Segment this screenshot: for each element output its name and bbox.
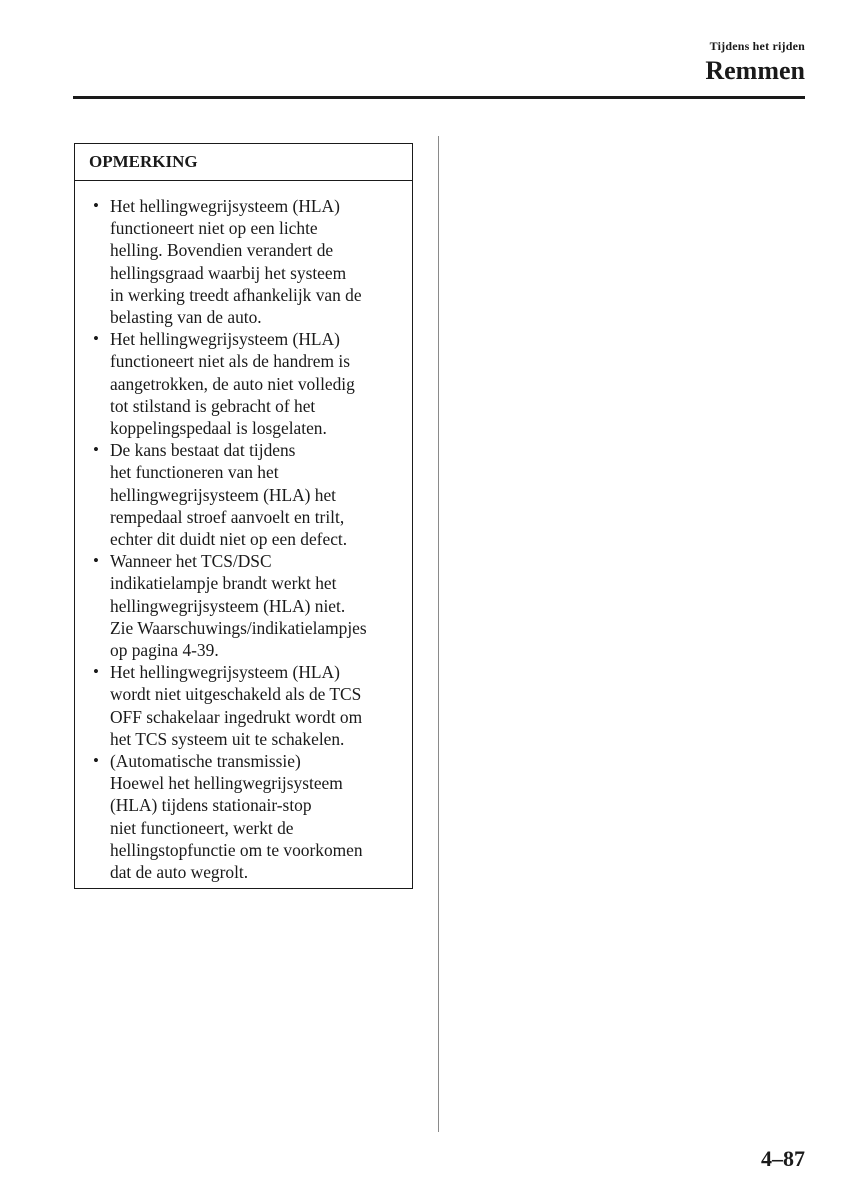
note-item <box>89 328 402 439</box>
note-item <box>89 750 402 883</box>
note-line: dat de auto wegrolt. <box>110 862 249 883</box>
note-box <box>74 143 413 889</box>
note-line: helling. Bovendien verandert de <box>110 240 334 261</box>
note-line: hellingwegrijsysteem (HLA) het <box>110 484 337 505</box>
note-line: belasting van de auto. <box>110 307 262 328</box>
note-line: tot stilstand is gebracht of het <box>110 395 316 416</box>
note-line: het TCS systeem uit te schakelen. <box>110 728 345 749</box>
note-item <box>89 661 402 750</box>
note-title: OPMERKING <box>75 144 412 181</box>
note-line: rempedaal stroef aanvoelt en trilt, <box>110 506 345 527</box>
note-line: Het hellingwegrijsysteem (HLA) <box>110 662 340 683</box>
page-header <box>705 38 805 86</box>
note-line: (Automatische transmissie) <box>110 751 301 772</box>
bullet-icon: • <box>93 662 99 682</box>
note-line: De kans bestaat dat tijdens <box>110 440 296 461</box>
note-item <box>89 550 402 661</box>
bullet-icon: • <box>93 551 99 571</box>
header-rule <box>73 96 805 99</box>
note-line: functioneert niet als de handrem is <box>110 351 351 372</box>
bullet-icon: • <box>93 751 99 771</box>
bullet-icon: • <box>93 196 99 215</box>
note-line: koppelingspedaal is losgelaten. <box>110 418 327 439</box>
bullet-icon: • <box>93 440 99 460</box>
chapter-title: Remmen <box>705 56 805 85</box>
note-line: hellingstopfunctie om te voorkomen <box>110 839 363 860</box>
note-line: het functioneren van het <box>110 462 279 483</box>
note-line: Het hellingwegrijsysteem (HLA) <box>110 329 340 350</box>
note-line: niet functioneert, werkt de <box>110 817 294 838</box>
note-list <box>75 181 412 883</box>
note-line: (HLA) tijdens stationair-stop <box>110 795 312 816</box>
note-line: aangetrokken, de auto niet volledig <box>110 373 355 394</box>
note-line: Hoewel het hellingwegrijsysteem <box>110 773 343 794</box>
note-line: hellingwegrijsysteem (HLA) niet. <box>110 595 346 616</box>
note-line: OFF schakelaar ingedrukt wordt om <box>110 706 363 727</box>
note-line: hellingsgraad waarbij het systeem <box>110 262 347 283</box>
note-line: functioneert niet op een lichte <box>110 218 318 239</box>
note-item <box>89 439 402 550</box>
note-line: Het hellingwegrijsysteem (HLA) <box>110 196 340 216</box>
note-line: wordt niet uitgeschakeld als de TCS <box>110 684 362 705</box>
page-number: 4–87 <box>761 1146 805 1171</box>
note-line: op pagina 4-39. <box>110 640 219 661</box>
note-item <box>89 195 402 328</box>
note-line: Zie Waarschuwings/indikatielampjes <box>110 617 367 638</box>
note-line: in werking treedt afhankelijk van de <box>110 284 362 305</box>
note-line: indikatielampje brandt werkt het <box>110 573 337 594</box>
bullet-icon: • <box>93 329 99 349</box>
note-line: Wanneer het TCS/DSC <box>110 551 272 572</box>
note-line: echter dit duidt niet op een defect. <box>110 529 348 550</box>
column-divider <box>438 136 439 1132</box>
section-title: Tijdens het rijden <box>709 39 805 53</box>
